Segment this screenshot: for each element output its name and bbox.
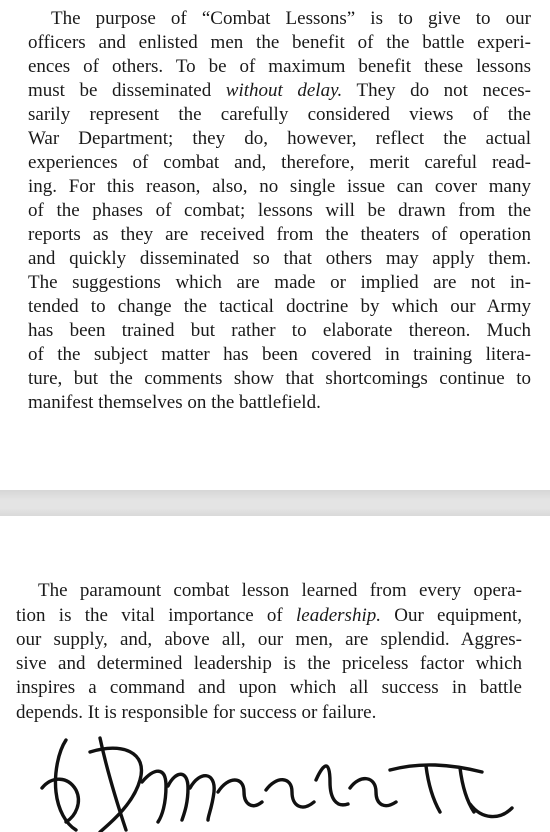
- text-line: of the subject matter has been covered in training litera-: [28, 344, 531, 365]
- page-bottom: [0, 516, 550, 832]
- text-line: officers and enlisted men the benefit of the battle experi-: [28, 32, 531, 53]
- text-run: must be disseminated: [28, 80, 226, 101]
- page-separator: [0, 490, 550, 516]
- signature-strokes: [42, 738, 512, 832]
- text-line: ture, but the comments show that shortcomings continue to: [28, 368, 531, 389]
- text-run: They do not neces-: [342, 80, 532, 101]
- text-line: tended to change the tactical doctrine by which our Army: [28, 296, 531, 317]
- text-line: ing. For this reason, also, no single issue can cover many: [28, 176, 531, 197]
- text-line: War Department; they do, however, reflect the actual: [28, 128, 531, 149]
- text-line: The paramount combat lesson learned from every opera-: [38, 580, 522, 601]
- text-line: [16, 604, 522, 628]
- signature-image: [30, 730, 530, 832]
- text-line: depends. It is responsible for success or failure.: [16, 702, 377, 723]
- text-line: manifest themselves on the battlefield.: [28, 392, 321, 413]
- text-line: sive and determined leadership is the priceless factor which: [16, 653, 522, 674]
- text-line: [28, 79, 531, 103]
- text-line: has been trained but rather to elaborate thereon. Much: [28, 320, 531, 341]
- text-line: ences of others. To be of maximum benefit these lessons: [28, 56, 531, 77]
- text-line: and quickly disseminated so that others may apply them.: [28, 248, 531, 269]
- text-line: sarily represent the carefully considered views of the: [28, 104, 531, 125]
- text-line: inspires a command and upon which all success in battle: [16, 677, 522, 698]
- text-line: our supply, and, above all, our men, are splendid. Aggres-: [16, 629, 522, 650]
- text-line: reports as they are received from the theaters of operation: [28, 224, 531, 245]
- emphasis-text: leadership.: [296, 605, 381, 626]
- text-line: The purpose of “Combat Lessons” is to give to our: [51, 8, 531, 29]
- text-line: The suggestions which are made or implied are not in-: [28, 272, 531, 293]
- emphasis-text: without delay.: [225, 80, 343, 101]
- text-run: tion is the vital importance of: [16, 605, 297, 626]
- text-line: experiences of combat and, therefore, merit careful read-: [28, 152, 531, 173]
- text-run: Our equipment,: [380, 605, 522, 626]
- text-line: of the phases of combat; lessons will be drawn from the: [28, 200, 531, 221]
